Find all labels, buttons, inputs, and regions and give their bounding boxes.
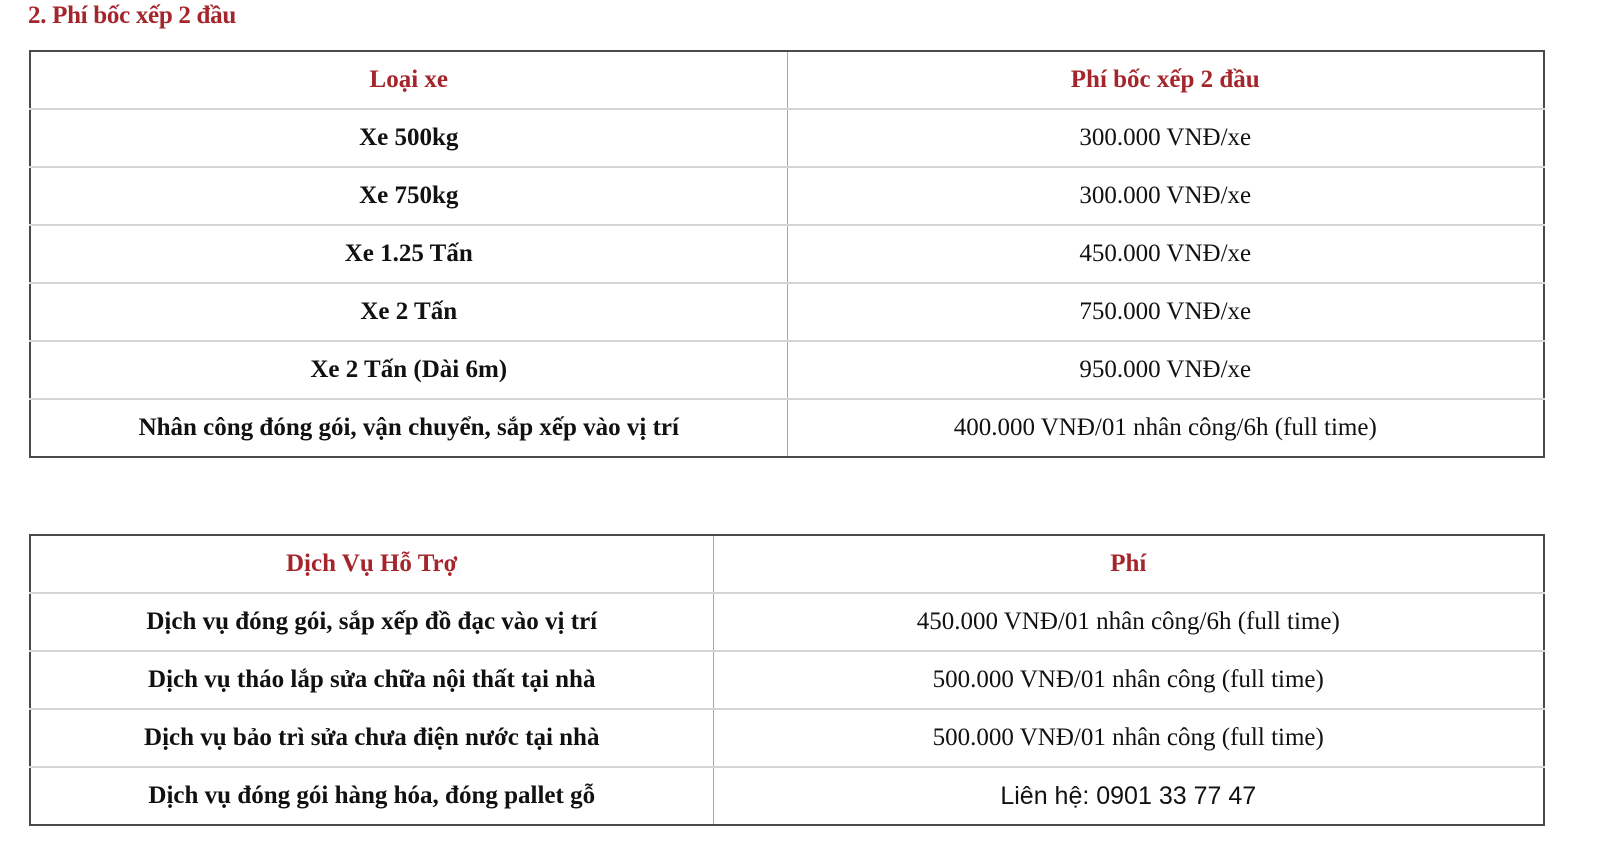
service-cell: Dịch vụ đóng gói, sắp xếp đồ đạc vào vị trí: [30, 593, 713, 651]
contact-phone-cell[interactable]: Liên hệ: 0901 33 77 47: [713, 767, 1544, 825]
fee-cell: 450.000 VNĐ/01 nhân công/6h (full time): [713, 593, 1544, 651]
service-cell: Dịch vụ bảo trì sửa chưa điện nước tại nhà: [30, 709, 713, 767]
service-cell: Dịch vụ đóng gói hàng hóa, đóng pallet gỗ: [30, 767, 713, 825]
vehicle-type-cell: Xe 2 Tấn: [30, 283, 787, 341]
table-row: [30, 709, 1544, 767]
loading-fee-table: [29, 50, 1545, 458]
fee-cell: 450.000 VNĐ/xe: [787, 225, 1544, 283]
table-row: [30, 109, 1544, 167]
vehicle-type-cell: Nhân công đóng gói, vận chuyển, sắp xếp vào vị trí: [30, 399, 787, 457]
vehicle-type-cell: Xe 2 Tấn (Dài 6m): [30, 341, 787, 399]
column-header-vehicle-type: Loại xe: [30, 51, 787, 109]
section-heading: 2. Phí bốc xếp 2 đầu: [28, 2, 236, 29]
vehicle-type-cell: Xe 1.25 Tấn: [30, 225, 787, 283]
fee-cell: 750.000 VNĐ/xe: [787, 283, 1544, 341]
table-row: [30, 341, 1544, 399]
support-services-table: [29, 534, 1545, 826]
fee-cell: 500.000 VNĐ/01 nhân công (full time): [713, 709, 1544, 767]
fee-cell: 300.000 VNĐ/xe: [787, 109, 1544, 167]
table-row: [30, 167, 1544, 225]
table-row: [30, 399, 1544, 457]
fee-cell: 300.000 VNĐ/xe: [787, 167, 1544, 225]
fee-cell: 500.000 VNĐ/01 nhân công (full time): [713, 651, 1544, 709]
fee-cell: 400.000 VNĐ/01 nhân công/6h (full time): [787, 399, 1544, 457]
table-row: [30, 225, 1544, 283]
fee-cell: 950.000 VNĐ/xe: [787, 341, 1544, 399]
vehicle-type-cell: Xe 500kg: [30, 109, 787, 167]
table-header-row: [30, 535, 1544, 593]
table-row: [30, 767, 1544, 825]
vehicle-type-cell: Xe 750kg: [30, 167, 787, 225]
service-cell: Dịch vụ tháo lắp sửa chữa nội thất tại nhà: [30, 651, 713, 709]
table-header-row: [30, 51, 1544, 109]
column-header-fee: Phí: [1110, 550, 1147, 577]
table-row: [30, 593, 1544, 651]
table-row: [30, 283, 1544, 341]
table-row: [30, 651, 1544, 709]
column-header-loading-fee: Phí bốc xếp 2 đầu: [1070, 66, 1260, 93]
column-header-service: Dịch Vụ Hỗ Trợ: [30, 535, 713, 593]
